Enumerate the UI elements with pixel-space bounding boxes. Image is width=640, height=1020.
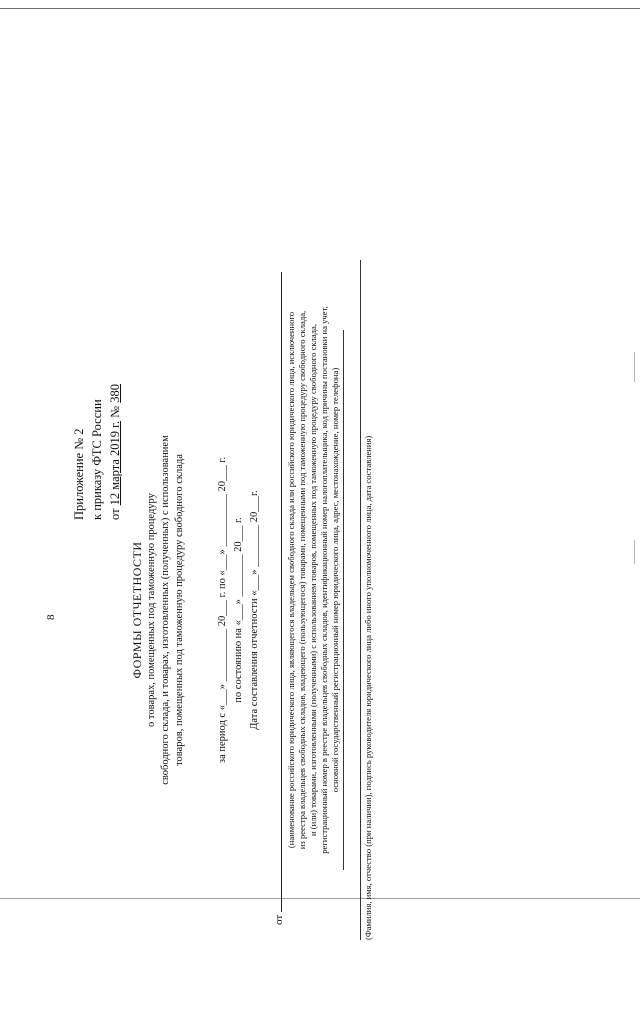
- organization-hint: [286, 235, 341, 925]
- signature-hint: (Фамилия, имя, отчество (при наличии), подпись руководителя юридического лица либо иного уполномоченного лица, дата составления): [363, 435, 373, 940]
- report-date-line: Дата составления отчетности «___» ________ 20___г.: [249, 490, 260, 730]
- hint-line: из реестра владельцев свободных складов, владеющего (пользующегося) товарами, помещенными под таможенную процедуру свободного склада,: [297, 310, 307, 850]
- page-number: 8: [45, 614, 57, 620]
- scan-side-mark: [634, 540, 635, 564]
- appendix-order-ref: к приказу ФТС России: [90, 399, 104, 520]
- document-subtitle: [145, 340, 187, 880]
- appendix-order-date: 12 марта 2019 г.: [108, 420, 122, 506]
- appendix-order-date-line: [106, 384, 124, 520]
- appendix-order-number: 380: [108, 384, 122, 403]
- scan-side-mark: [634, 352, 635, 382]
- hint-line: основной государственный регистрационный номер юридического лица, адрес, местонахождение, номер телефона): [330, 367, 340, 793]
- scan-top-edge: [0, 8, 640, 9]
- signature-blank-line: [360, 260, 361, 940]
- appendix-title: Приложение № 2: [72, 428, 86, 520]
- appendix-block: [70, 384, 124, 520]
- document-page-rotated: [45, 200, 375, 1020]
- from-line: [273, 272, 285, 925]
- organization-blank: [281, 272, 282, 912]
- period-range-line: за период с «___» __________ 20___ г. по «___» __________ 20___ г.: [217, 456, 228, 764]
- document-title: ФОРМЫ ОТЧЕТНОСТИ: [130, 541, 144, 679]
- hint-line: регистрационный номер в реестре владельцев свободных складов, идентификационный номер налогоплательщика, код причины постановки на учет,: [319, 306, 329, 854]
- period-as-of-line: по состоянию на «___» ________ 20___ г.: [233, 517, 244, 703]
- appendix-from-label: от: [108, 505, 122, 520]
- reporting-period: [215, 200, 263, 1020]
- hint-line: и (или) товарами, изготовленными (полученными) с использованием товаров, помещенных под таможенную процедуру свободного склада,: [308, 324, 318, 836]
- subtitle-line: свободного склада, и товарах, изготовленных (полученных) с использованием: [160, 435, 171, 785]
- from-label: от: [273, 914, 285, 925]
- hint-line: (наименование российского юридического лица, являющегося владельцем свободного склада или российского юридического лица, исключенного: [286, 311, 296, 849]
- signature-blank-line: [343, 330, 344, 870]
- appendix-number-label: №: [108, 402, 122, 421]
- subtitle-line: о товарах, помещенных под таможенную процедуру: [146, 493, 157, 727]
- subtitle-line: товаров, помещенных под таможенную процедуру свободного склада: [174, 454, 185, 766]
